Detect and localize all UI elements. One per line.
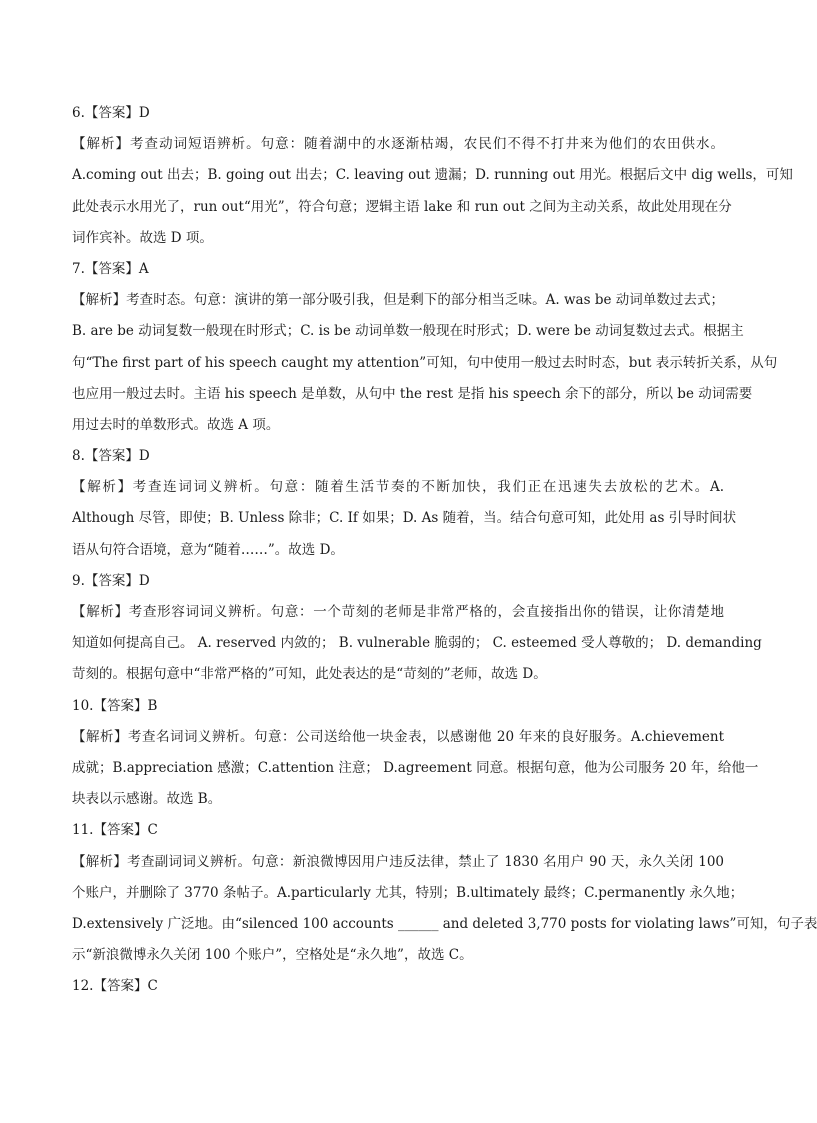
explanation-line: 【解析】考查连词词义辨析。句意：随着生活节奏的不断加快，我们正在迅速失去放松的艺术。A. [72,479,724,496]
explanation-line: 语从句符合语境，意为“随着……”。故选 D。 [72,541,344,558]
answer-heading-10: 10.【答案】B [72,697,158,714]
explanation-line: 个账户，并删除了 3770 条帖子。A.particularly 尤其，特别；B.ultimately 最终；C.permanently 永久地； [72,884,744,901]
answer-heading-12: 12.【答案】C [72,978,158,995]
explanation-line: B. are be 动词复数一般现在时形式；C. is be 动词单数一般现在时形式；D. were be 动词复数过去式。根据主 [72,323,744,340]
answer-heading-7: 7.【答案】A [72,260,149,277]
explanation-line: 示“新浪微博永久关闭 100 个账户”，空格处是“永久地”，故选 C。 [72,947,473,964]
explanation-line: 词作宾补。故选 D 项。 [72,229,213,246]
explanation-line: 【解析】考查时态。句意：演讲的第一部分吸引我，但是剩下的部分相当乏味。A. was be 动词单数过去式； [72,292,724,309]
explanation-line: 【解析】考查形容词词义辨析。句意：一个苛刻的老师是非常严格的，会直接指出你的错误，让你清楚地 [72,604,724,620]
explanation-line: A.coming out 出去；B. going out 出去；C. leaving out 遗漏；D. running out 用光。根据后文中 dig wells，可知 [72,167,793,184]
explanation-line: 知道如何提高自己。 A. reserved 内敛的； B. vulnerable 脆弱的； C. esteemed 受人尊敬的； D. demanding [72,635,762,652]
explanation-line: 【解析】考查副词词义辨析。句意：新浪微博因用户违反法律，禁止了 1830 名用户 90 天，永久关闭 100 [72,853,724,870]
answer-key-page [72,98,817,1002]
explanation-line: 【解析】考查动词短语辨析。句意：随着湖中的水逐渐枯竭，农民们不得不打井来为他们的农田供水。 [72,136,724,153]
explanation-line: 此处表示水用光了，run out“用光”，符合句意；逻辑主语 lake 和 run out 之间为主动关系，故此处用现在分 [72,198,732,215]
explanation-line: 用过去时的单数形式。故选 A 项。 [72,416,280,433]
explanation-line: 句“The first part of his speech caught my attention”可知，句中使用一般过去时时态，but 表示转折关系，从句 [72,354,778,371]
explanation-line: 苛刻的。根据句意中“非常严格的”可知，此处表达的是“苛刻的”老师，故选 D。 [72,666,547,683]
explanation-line: 【解析】考查名词词义辨析。句意：公司送给他一块金表，以感谢他 20 年来的良好服务。A.chievement [72,728,724,745]
answer-heading-8: 8.【答案】D [72,448,150,465]
explanation-line: 也应用一般过去时。主语 his speech 是单数，从句中 the rest 是指 his speech 余下的部分，所以 be 动词需要 [72,385,753,402]
explanation-line: 块表以示感谢。故选 B。 [72,791,222,808]
explanation-line: D.extensively 广泛地。由“silenced 100 accounts ______ and deleted 3,770 posts for violating laws”可知，句子表 [72,915,817,932]
answer-heading-11: 11.【答案】C [72,822,158,839]
answer-heading-6: 6.【答案】D [72,105,150,121]
answer-heading-9: 9.【答案】D [72,572,150,589]
explanation-line: Although 尽管，即使；B. Unless 除非；C. If 如果；D. As 随着，当。结合句意可知，此处用 as 引导时间状 [72,510,737,527]
explanation-line: 成就；B.appreciation 感激；C.attention 注意； D.agreement 同意。根据句意，他为公司服务 20 年，给他一 [72,759,759,776]
